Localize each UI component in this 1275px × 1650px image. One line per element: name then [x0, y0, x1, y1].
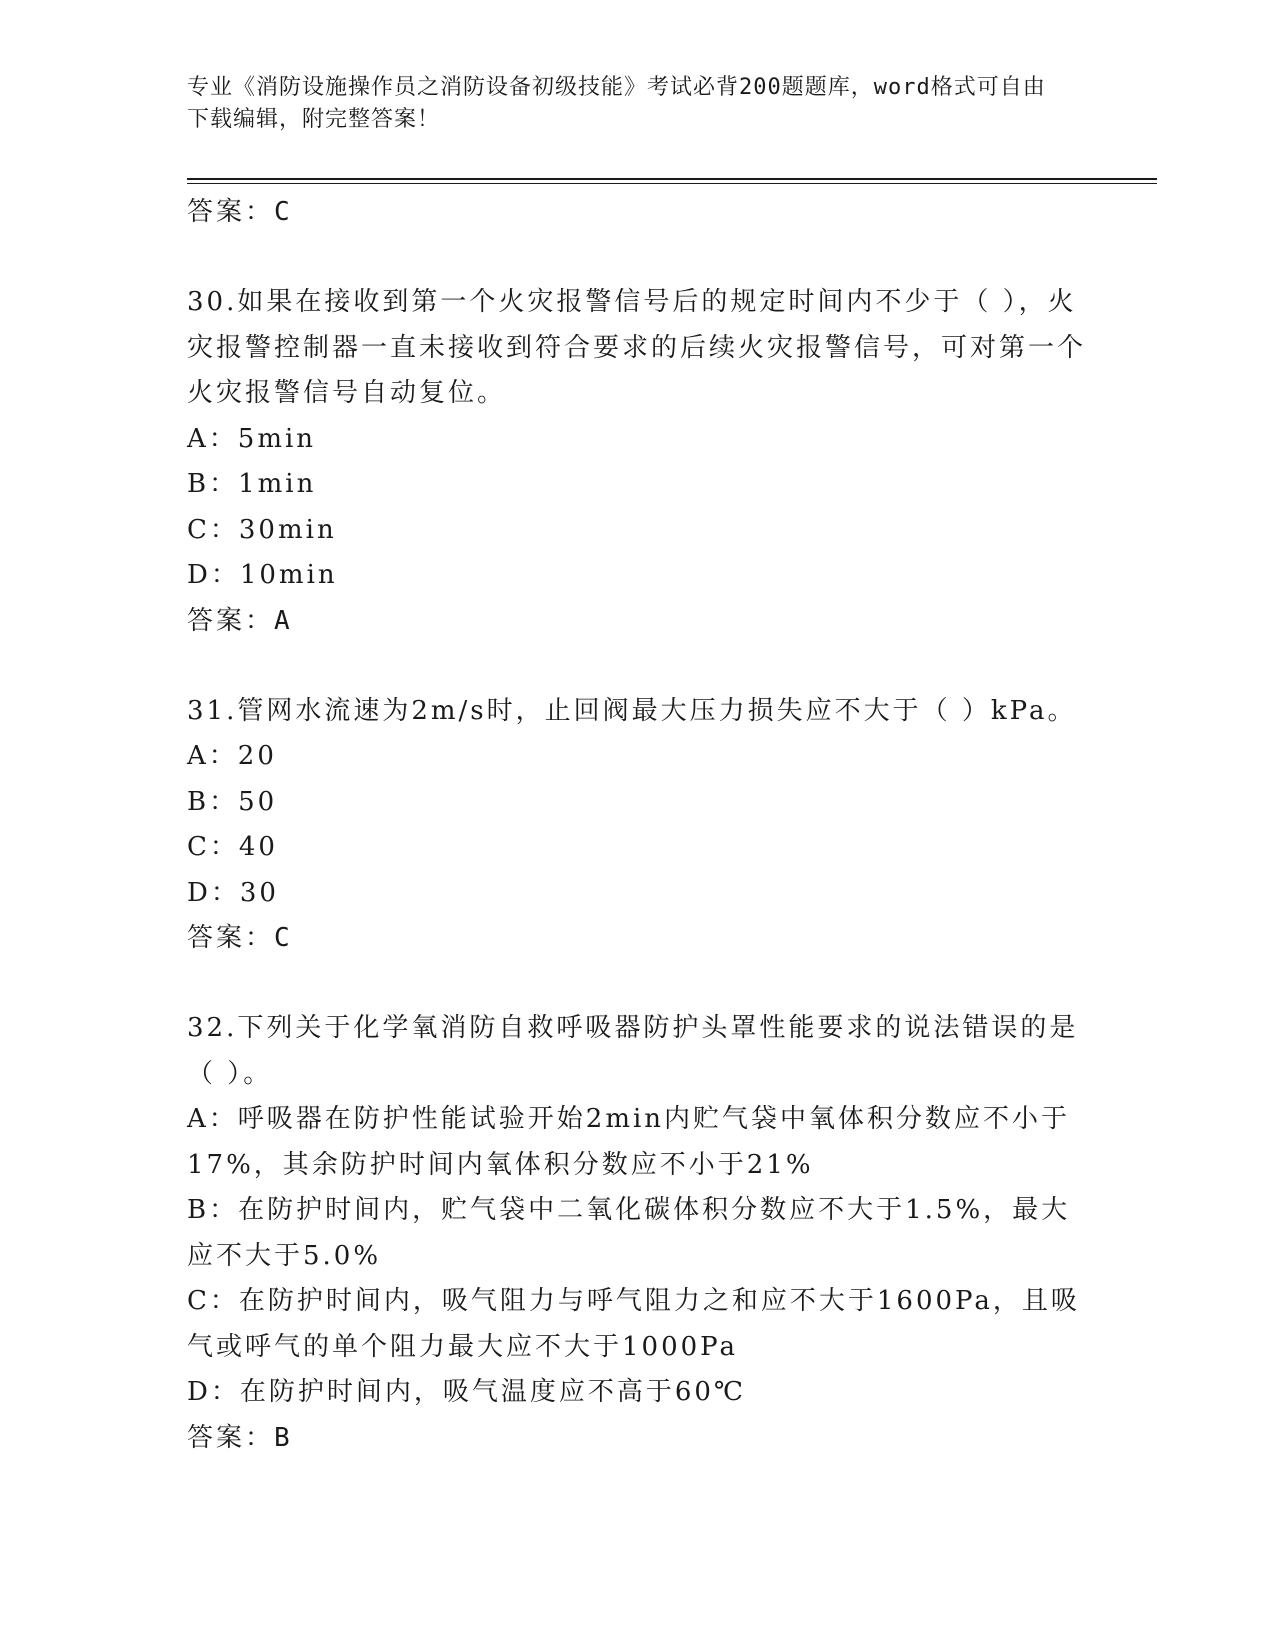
- option-d: D：10min: [187, 560, 338, 590]
- header-divider-thin: [187, 183, 1157, 184]
- answer-line: 答案：C: [187, 923, 293, 953]
- option-a: A：5min: [187, 423, 317, 454]
- question-text: 31.管网水流速为2m/s时，止回阀最大压力损失应不大于（ ）kPa。: [187, 695, 1077, 726]
- option-c: C：40: [187, 832, 278, 862]
- option-a: A：呼吸器在防护性能试验开始2min内贮气袋中氧体积分数应不小于17%，其余防护时间内氧体积分数应不小于21%: [187, 1104, 1071, 1180]
- option-d: D：30: [187, 877, 279, 908]
- header-divider-thick: [187, 178, 1157, 180]
- question-item: [187, 1006, 1087, 1461]
- option-c: C：在防护时间内，吸气阻力与呼气阻力之和应不大于1600Pa，且吸气或呼气的单个阻力最大应不大于1000Pa: [187, 1286, 1080, 1362]
- document-header: 专业《消防设施操作员之消防设备初级技能》考试必背200题题库，word格式可自由下载编辑，附完整答案！: [187, 75, 1046, 132]
- previous-answer: 答案：C: [187, 197, 293, 227]
- question-item: [187, 689, 1087, 962]
- answer-line: 答案：B: [187, 1422, 293, 1453]
- option-b: B：50: [187, 786, 278, 817]
- option-a: A：20: [187, 741, 277, 771]
- option-b: B：在防护时间内，贮气袋中二氧化碳体积分数应不大于1.5%，最大应不大于5.0%: [187, 1195, 1071, 1271]
- question-list: [187, 190, 1087, 1461]
- question-text: 32.下列关于化学氧消防自救呼吸器防护头罩性能要求的说法错误的是（ ）。: [187, 1013, 1079, 1089]
- question-item: [187, 280, 1087, 644]
- question-text: 30.如果在接收到第一个火灾报警信号后的规定时间内不少于（ ），火灾报警控制器一直未接收到符合要求的后续火灾报警信号，可对第一个火灾报警信号自动复位。: [187, 287, 1087, 408]
- answer-line: 答案：A: [187, 605, 293, 636]
- option-c: C：30min: [187, 514, 337, 545]
- option-d: D：在防护时间内，吸气温度应不高于60℃: [187, 1377, 747, 1407]
- option-b: B：1min: [187, 469, 317, 499]
